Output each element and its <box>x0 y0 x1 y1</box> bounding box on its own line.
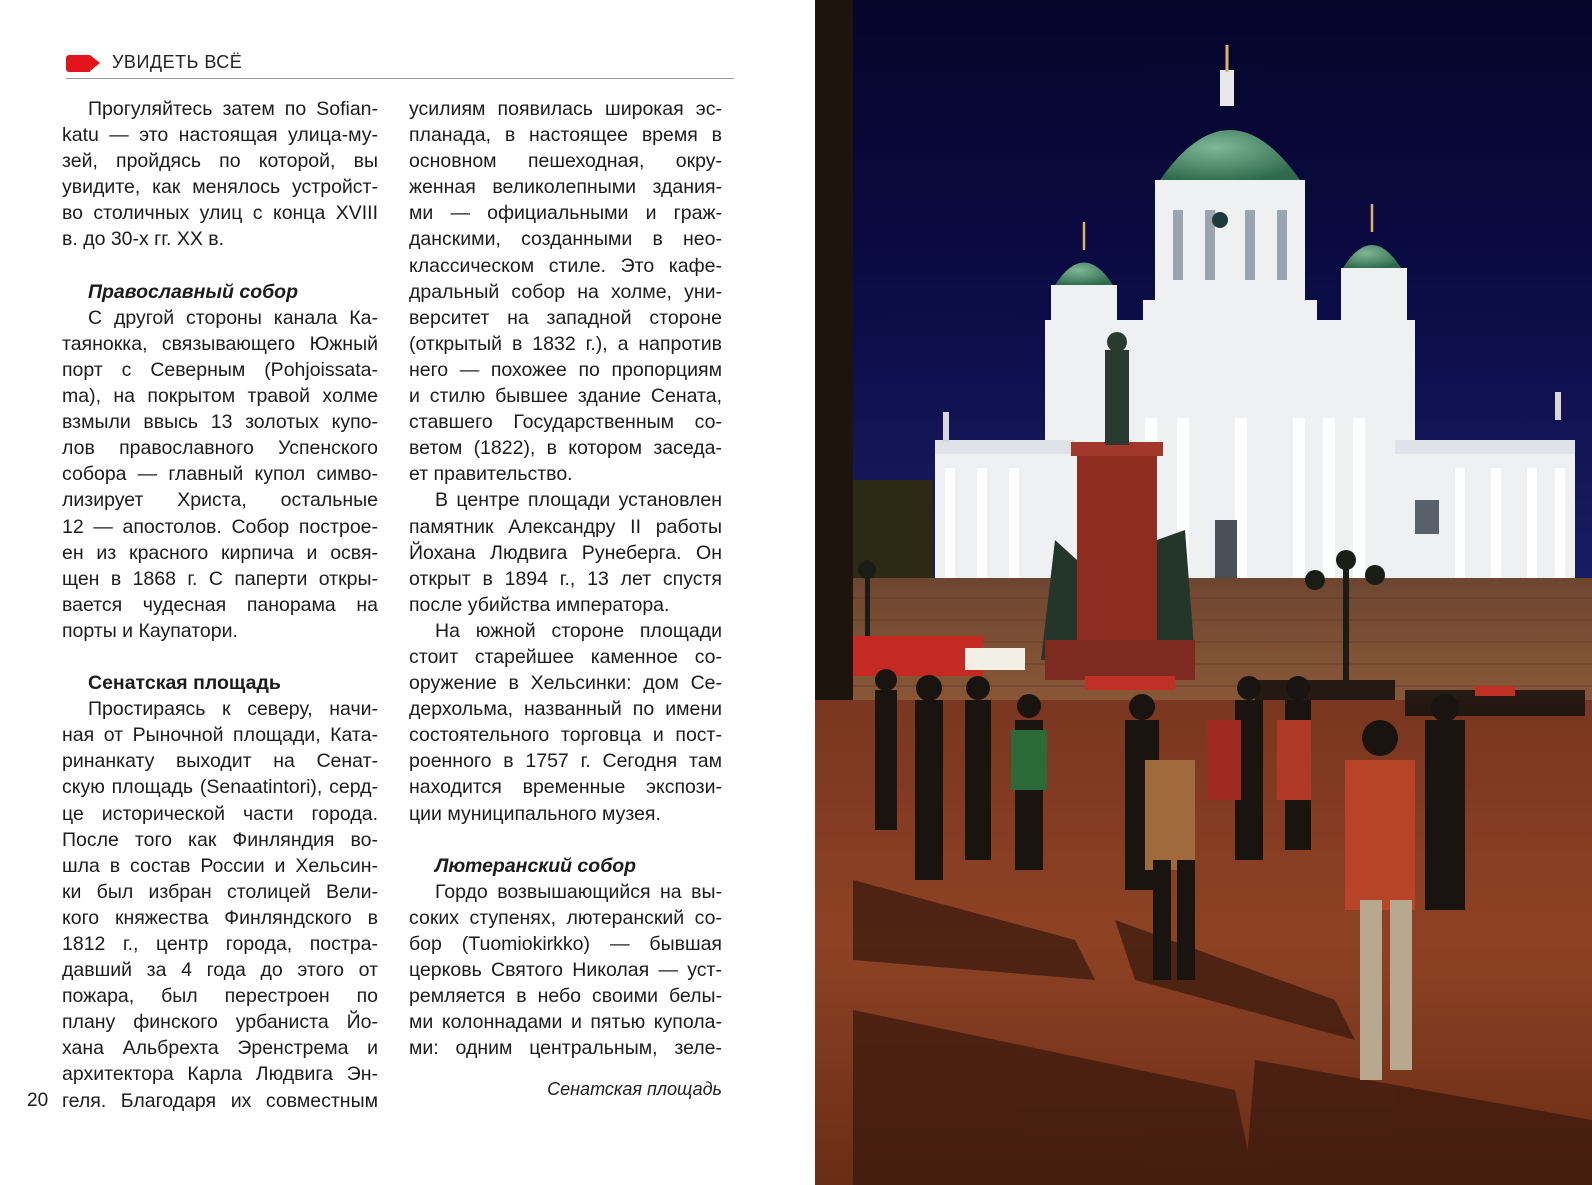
paragraph-gap <box>409 827 722 853</box>
text-line: во столичных улиц с конца XVIII <box>62 202 378 225</box>
text-line: ринанкату выходит на Сенат- <box>62 750 378 773</box>
paragraph-gap <box>62 253 378 279</box>
text-line: Йохана Людвига Рунеберга. Он <box>409 541 722 564</box>
text-line: него — похожее по пропорциям <box>409 358 722 381</box>
text-line: ет правительство. <box>409 463 573 486</box>
page-number: 20 <box>27 1090 49 1111</box>
text-line: (открытый в 1832 г.), а напротив <box>409 332 722 355</box>
text-line: скую площадь (Senaatintori), серд- <box>62 776 378 799</box>
text-line: классическом стиле. Это кафе- <box>409 254 722 277</box>
text-line: данскими, созданными в нео- <box>409 228 722 251</box>
text-line: увидите, как менялось устройст- <box>62 176 378 199</box>
text-line: соких ступенях, лютеранский со- <box>409 906 722 929</box>
red-arrow-marker-icon <box>66 55 90 72</box>
text-line: женная великолепными здания- <box>409 176 722 199</box>
text-line: Прогуляйтесь затем по Sofian- <box>88 98 378 120</box>
text-line: дерхольма, названный по имени <box>409 698 722 721</box>
text-line: плану финского урбаниста Йо- <box>62 1011 378 1034</box>
roof-statue <box>943 412 949 442</box>
text-line: ми — официальными и граж- <box>409 202 722 225</box>
red-kiosk <box>853 636 983 676</box>
text-line: ми колоннадами и пятью купола- <box>409 1011 722 1034</box>
text-line: ставшего Государственным со- <box>409 411 722 434</box>
text-line: после убийства императора. <box>409 593 670 616</box>
text-line: планада, в настоящее время в <box>409 124 722 147</box>
text-line: В центре площади установлен <box>435 489 722 512</box>
text-line: С другой стороны канала Ка- <box>88 306 378 329</box>
text-line: состоятельного торговца и пост- <box>409 724 722 747</box>
text-line: зей, пройдясь по которой, вы <box>62 150 378 173</box>
paragraph-gap <box>62 644 378 670</box>
text-line: открыт в 1894 г., 13 лет спустя <box>409 567 722 590</box>
text-column-left <box>62 96 378 1114</box>
wing-cornice-right <box>1395 440 1575 454</box>
text-line: геля. Благодаря их совместным <box>62 1089 378 1112</box>
header-divider <box>66 78 734 79</box>
text-line: и стилю бывшее здание Сената, <box>409 385 722 408</box>
text-line: лов православного Успенского <box>62 437 378 460</box>
text-line: порты и Каупатори. <box>62 619 238 642</box>
text-line: в. до 30-х гг. ХХ в. <box>62 228 225 251</box>
text-line: ветом (1822), в котором заседа- <box>409 437 722 460</box>
text-line: лизирует Христа, остальные <box>62 489 378 512</box>
text-line: На южной стороне площади <box>435 619 722 642</box>
text-line: ma), на покрытом травой холме <box>62 385 378 408</box>
text-line: ная от Рыночной площади, Ката- <box>62 724 378 747</box>
text-line: шла в состав России и Хельсин- <box>62 854 378 877</box>
text-line: памятник Александру II работы <box>409 515 722 538</box>
text-line: ции муниципального музея. <box>409 802 661 825</box>
running-header <box>66 48 734 82</box>
text-line: вается чудесная панорама на <box>62 593 378 616</box>
text-line: кого княжества Финляндского в <box>62 906 378 929</box>
text-line: хана Альбрехта Эренстрема и <box>62 1037 378 1060</box>
text-line: взмыли ввысь 13 золотых купо- <box>62 411 378 434</box>
text-line: Простираясь к северу, начи- <box>88 698 378 721</box>
text-line: находится временные экспози- <box>409 776 722 799</box>
entablature <box>1105 392 1365 416</box>
text-line: верситет на западной стороне <box>409 306 722 329</box>
text-line: katu — это настоящая улица-му- <box>62 124 378 147</box>
lantern <box>1220 70 1234 106</box>
text-line: ки был избран столицей Вели- <box>62 880 378 903</box>
clock-icon <box>1212 212 1228 228</box>
text-line: 12 — апостолов. Собор построе- <box>62 515 378 538</box>
text-line: бор (Tuomiokirkko) — бывшая <box>409 933 722 955</box>
text-line: усилиям появилась широкая эс- <box>409 98 722 120</box>
text-line: стоит старейшее каменное со- <box>409 645 722 668</box>
text-line: архитектора Карла Людвига Эн- <box>62 1063 378 1086</box>
text-line: ен из красного кирпича и освя- <box>62 541 378 564</box>
roof-statue <box>1555 392 1561 420</box>
text-line: основном пешеходная, окру- <box>409 150 722 173</box>
text-line: церковь Святого Николая — уст- <box>409 959 722 982</box>
text-line: давший за 4 года до этого от <box>62 959 378 982</box>
text-line: 1812 г., центр города, постра- <box>62 933 378 955</box>
text-line: Гордо возвышающийся на вы- <box>435 880 722 903</box>
text-line: ми: одним центральным, зеле- <box>409 1037 722 1060</box>
photo-illustration <box>815 0 1592 1185</box>
section-heading: Православный собор <box>88 280 298 303</box>
text-line: це исторической части города. <box>62 802 378 825</box>
text-line: После того как Финляндия во- <box>62 828 378 851</box>
photo-caption: Сенатская площадь <box>547 1079 722 1099</box>
text-line: дральный собор на холме, уни- <box>409 280 722 303</box>
text-line: щен в 1868 г. С паперти откры- <box>62 567 378 590</box>
photo-senate-square <box>815 0 1592 1185</box>
white-tent <box>965 648 1025 670</box>
text-line: роенного в 1757 г. Сегодня там <box>409 750 722 773</box>
text-line: ремляется в небо своими белы- <box>409 985 722 1008</box>
text-line: таянокка, связывающего Южный <box>62 332 378 355</box>
text-line: пожара, был перестроен по <box>62 985 378 1008</box>
text-line: порт с Северным (Pohjoissata- <box>62 358 378 381</box>
section-heading: Сенатская площадь <box>88 672 281 695</box>
text-line: собора — главный купол симво- <box>62 463 378 486</box>
text-column-right <box>409 96 722 1061</box>
text-line: оружение в Хельсинки: дом Се- <box>409 672 722 695</box>
wing-cornice-left <box>935 440 1075 454</box>
drum-base <box>1143 300 1317 322</box>
header-title: УВИДЕТЬ ВСЁ <box>112 52 243 72</box>
section-heading: Лютеранский собор <box>435 854 637 877</box>
